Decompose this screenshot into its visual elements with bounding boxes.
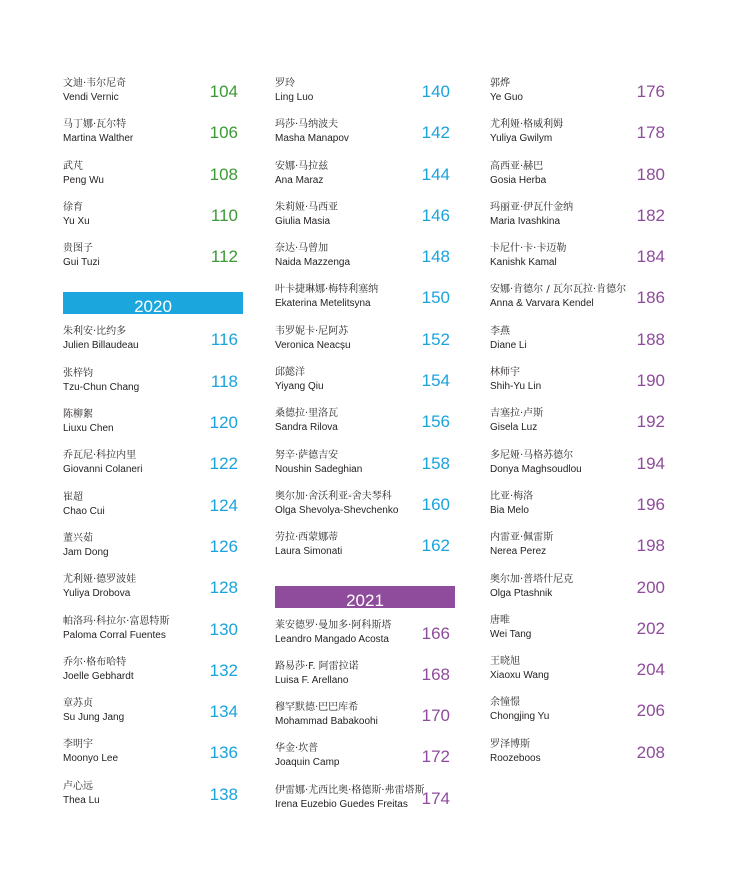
entry-page-number: 132: [209, 660, 238, 680]
index-entry: [63, 657, 243, 698]
entry-chinese-name: 李明宇: [63, 739, 93, 751]
index-entry: [275, 326, 455, 367]
index-entry: [275, 284, 455, 325]
entry-page-number: 154: [421, 371, 450, 391]
entry-chinese-name: 徐育: [63, 201, 83, 213]
entry-english-name: Giovanni Colaneri: [63, 464, 143, 476]
entry-page-number: 124: [209, 495, 238, 515]
entry-page-number: 168: [421, 664, 450, 684]
index-entry: [490, 697, 670, 738]
entry-chinese-name: 安娜·肯德尔 / 瓦尔瓦拉·肯德尔: [490, 284, 627, 296]
entry-chinese-name: 内雷亚·佩雷斯: [490, 532, 554, 544]
index-entry: [490, 574, 670, 615]
entry-chinese-name: 伊雷娜·尤西比奥·格德斯·弗雷塔斯: [275, 784, 425, 796]
index-entry: [63, 533, 243, 574]
index-entry: [275, 202, 455, 243]
entry-page-number: 172: [421, 747, 450, 767]
entry-page-number: 190: [636, 371, 665, 391]
entry-chinese-name: 罗玲: [275, 78, 295, 89]
entry-page-number: 152: [421, 329, 450, 349]
entry-english-name: Donya Maghsoudlou: [490, 463, 582, 475]
entry-page-number: 176: [636, 82, 665, 101]
year-header: 2020: [63, 292, 243, 314]
entry-page-number: 180: [636, 164, 665, 184]
entry-page-number: 200: [636, 577, 665, 597]
entry-page-number: 126: [209, 536, 238, 556]
entry-chinese-name: 尤利娅·格威利姆: [490, 119, 564, 131]
index-entry: [63, 243, 243, 284]
entry-english-name: Anna & Varvara Kendel: [490, 298, 594, 310]
entry-page-number: 136: [209, 743, 238, 763]
index-entry: [490, 243, 670, 284]
index-entry: [490, 326, 670, 367]
entry-english-name: Thea Lu: [63, 794, 100, 806]
index-entry: [275, 785, 455, 826]
index-entry: [275, 661, 455, 702]
entry-english-name: Olga Ptashnik: [490, 587, 553, 599]
year-header: 2021: [275, 586, 455, 608]
entry-chinese-name: 奈达·马曾加: [275, 243, 329, 255]
entry-chinese-name: 玛丽亚·伊瓦什金纳: [490, 201, 574, 213]
entry-page-number: 166: [421, 623, 450, 643]
index-column-1: [63, 78, 243, 822]
index-entry: [275, 450, 455, 491]
entry-page-number: 128: [209, 578, 238, 598]
entry-chinese-name: 董兴茹: [63, 532, 93, 544]
index-entry: [63, 409, 243, 450]
entry-english-name: Moonyo Lee: [63, 753, 119, 765]
entry-english-name: Naida Mazzenga: [275, 257, 351, 269]
entry-chinese-name: 路易莎·F. 阿雷拉诺: [275, 660, 359, 672]
index-entry: [63, 326, 243, 367]
entry-page-number: 204: [636, 660, 665, 680]
entry-english-name: Gisela Luz: [490, 422, 538, 434]
entry-chinese-name: 劳拉·西蒙娜蒂: [275, 532, 339, 544]
entry-english-name: Vendi Vernic: [63, 92, 119, 103]
index-entry: [275, 243, 455, 284]
entry-page-number: 202: [636, 618, 665, 638]
entry-page-number: 142: [421, 123, 450, 143]
entry-english-name: Ana Maraz: [275, 174, 324, 186]
entry-english-name: Ye Guo: [490, 92, 523, 103]
entry-page-number: 162: [421, 536, 450, 556]
index-entry: [63, 161, 243, 202]
entry-english-name: Noushin Sadeghian: [275, 463, 363, 475]
entry-english-name: Martina Walther: [63, 133, 134, 145]
index-entry: [490, 78, 670, 119]
entry-page-number: 198: [636, 536, 665, 556]
index-entry: [63, 119, 243, 160]
entry-page-number: 138: [209, 784, 238, 804]
entry-english-name: Kanishk Kamal: [490, 257, 557, 269]
entry-chinese-name: 马丁娜·瓦尔特: [63, 119, 127, 131]
entry-page-number: 182: [636, 205, 665, 225]
entry-page-number: 118: [210, 371, 238, 391]
entry-page-number: 178: [636, 123, 665, 143]
entry-chinese-name: 乔尔·格布哈特: [63, 656, 127, 668]
entry-english-name: Yuliya Drobova: [63, 588, 131, 600]
index-entry: [63, 78, 243, 119]
entry-chinese-name: 贵图子: [63, 243, 93, 255]
index-entry: [275, 367, 455, 408]
entry-page-number: 196: [636, 494, 665, 514]
entry-chinese-name: 叶卡捷琳娜·梅特利塞纳: [275, 284, 379, 296]
index-entry: [63, 781, 243, 822]
entry-english-name: Liuxu Chen: [63, 423, 114, 435]
entry-page-number: 170: [421, 706, 450, 726]
index-entry: [275, 532, 455, 573]
entry-chinese-name: 吉塞拉·卢斯: [490, 408, 544, 420]
entry-page-number: 106: [209, 123, 238, 143]
entry-english-name: Masha Manapov: [275, 133, 349, 145]
entry-english-name: Shih-Yu Lin: [490, 381, 542, 393]
entry-english-name: Gosia Herba: [490, 174, 547, 186]
entry-page-number: 192: [636, 412, 665, 432]
entry-chinese-name: 多尼娅·马格苏德尔: [490, 449, 574, 461]
entry-chinese-name: 朱莉娅·马西亚: [275, 201, 339, 213]
entry-chinese-name: 李燕: [490, 325, 510, 337]
index-entry: [63, 202, 243, 243]
entry-page-number: 184: [636, 247, 665, 267]
entry-english-name: Luisa F. Arellano: [275, 674, 349, 686]
entry-english-name: Roozeboos: [490, 752, 541, 764]
entry-chinese-name: 武芃: [63, 160, 83, 172]
entry-english-name: Chao Cui: [63, 505, 105, 517]
entry-chinese-name: 张梓钧: [63, 367, 93, 379]
entry-english-name: Bia Melo: [490, 504, 529, 516]
index-entry: [490, 656, 670, 697]
entry-chinese-name: 安娜·马拉兹: [275, 160, 329, 172]
entry-chinese-name: 玛莎·马纳波夫: [275, 119, 339, 131]
entry-chinese-name: 文迪·韦尔尼奇: [63, 78, 127, 89]
entry-page-number: 122: [209, 454, 238, 474]
entry-english-name: Yiyang Qiu: [275, 381, 324, 393]
entry-english-name: Leandro Mangado Acosta: [275, 633, 389, 645]
entry-chinese-name: 帕洛玛·科拉尔·富恩特斯: [63, 615, 170, 627]
entry-page-number: 146: [421, 205, 450, 225]
index-entry: [490, 408, 670, 449]
entry-english-name: Yu Xu: [63, 215, 90, 227]
index-entry: [490, 161, 670, 202]
entry-page-number: 144: [421, 164, 450, 184]
entry-chinese-name: 郭烨: [490, 78, 510, 89]
entry-english-name: Chongjing Yu: [490, 711, 550, 723]
entry-chinese-name: 奥尔加·舍沃利亚-舍夫琴科: [275, 490, 392, 502]
entry-english-name: Olga Shevolya-Shevchenko: [275, 504, 399, 516]
entry-chinese-name: 穆罕默德·巴巴库希: [275, 702, 359, 714]
entry-chinese-name: 奥尔加·普塔什尼克: [490, 573, 574, 585]
entry-chinese-name: 韦罗妮卡·尼阿苏: [275, 325, 349, 337]
entry-chinese-name: 林师宇: [490, 367, 520, 379]
entry-english-name: Laura Simonati: [275, 546, 343, 558]
index-entry: [63, 450, 243, 491]
entry-english-name: Xiaoxu Wang: [490, 670, 550, 682]
entry-chinese-name: 比亚·梅洛: [490, 490, 534, 502]
entry-english-name: Irena Euzebio Guedes Freitas: [275, 798, 408, 810]
entry-english-name: Ekaterina Metelitsyna: [275, 298, 371, 310]
entry-page-number: 186: [636, 288, 665, 308]
entry-english-name: Tzu-Chun Chang: [63, 381, 140, 393]
index-entry: [63, 616, 243, 657]
entry-chinese-name: 努辛·萨德吉安: [275, 449, 339, 461]
entry-page-number: 120: [209, 413, 238, 433]
entry-chinese-name: 陈柳絮: [63, 409, 93, 421]
entry-english-name: Su Jung Jang: [63, 712, 125, 724]
entry-page-number: 208: [636, 742, 665, 762]
entry-chinese-name: 罗泽博斯: [490, 738, 530, 750]
index-entry: [275, 119, 455, 160]
index-entry: [275, 743, 455, 784]
entry-chinese-name: 乔瓦尼·科拉内里: [63, 450, 137, 462]
entry-chinese-name: 唐唯: [490, 614, 510, 626]
entry-chinese-name: 卢心远: [63, 780, 93, 792]
entry-english-name: Sandra Rilova: [275, 422, 338, 434]
entry-chinese-name: 高西亚·赫巴: [490, 160, 544, 172]
entry-page-number: 188: [636, 329, 665, 349]
entry-english-name: Wei Tang: [490, 628, 532, 640]
entry-english-name: Nerea Perez: [490, 546, 547, 558]
entry-page-number: 206: [636, 701, 665, 721]
entry-page-number: 112: [210, 247, 238, 267]
index-entry: [490, 615, 670, 656]
entry-page-number: 156: [421, 412, 450, 432]
index-entry: [490, 119, 670, 160]
index-entry: [490, 491, 670, 532]
entry-english-name: Joaquin Camp: [275, 757, 340, 769]
index-entry: [490, 450, 670, 491]
index-entry: [63, 368, 243, 409]
entry-english-name: Maria Ivashkina: [490, 215, 561, 227]
index-entry: [63, 492, 243, 533]
entry-page-number: 174: [421, 788, 450, 808]
index-entry: [275, 491, 455, 532]
entry-english-name: Giulia Masia: [275, 215, 331, 227]
entry-english-name: Veronica Neacșu: [275, 339, 351, 351]
index-entry: [490, 367, 670, 408]
entry-chinese-name: 莱安德罗·曼加多·阿科斯塔: [275, 619, 392, 631]
entry-page-number: 130: [209, 619, 238, 639]
entry-page-number: 148: [421, 247, 450, 267]
entry-english-name: Julien Billaudeau: [63, 340, 139, 352]
index-column-2: [275, 78, 455, 826]
index-entry: [490, 202, 670, 243]
entry-chinese-name: 崔超: [63, 491, 83, 503]
index-entry: [490, 532, 670, 573]
entry-english-name: Mohammad Babakoohi: [275, 716, 378, 728]
entry-english-name: Jam Dong: [63, 546, 109, 558]
index-entry: [490, 284, 670, 325]
index-entry: [63, 574, 243, 615]
entry-english-name: Paloma Corral Fuentes: [63, 629, 166, 641]
entry-page-number: 110: [210, 205, 238, 225]
entry-page-number: 104: [209, 82, 238, 101]
index-entry: [63, 698, 243, 739]
entry-page-number: 134: [209, 702, 238, 722]
entry-english-name: Peng Wu: [63, 174, 104, 186]
entry-page-number: 194: [636, 453, 665, 473]
entry-page-number: 160: [421, 494, 450, 514]
entry-page-number: 108: [209, 164, 238, 184]
entry-english-name: Yuliya Gwilym: [490, 133, 553, 145]
index-entry: [275, 408, 455, 449]
entry-chinese-name: 章苏贞: [63, 698, 93, 710]
index-entry: [490, 739, 670, 780]
entry-chinese-name: 王晓旭: [490, 656, 520, 668]
entry-english-name: Ling Luo: [275, 92, 314, 103]
index-entry: [275, 78, 455, 119]
entry-page-number: 150: [421, 288, 450, 308]
entry-page-number: 116: [210, 330, 238, 350]
index-column-3: [490, 78, 670, 780]
entry-chinese-name: 桑德拉·里洛瓦: [275, 408, 339, 420]
entry-english-name: Joelle Gebhardt: [63, 670, 134, 682]
entry-chinese-name: 尤利娅·德罗波娃: [63, 574, 137, 586]
entry-page-number: 158: [421, 453, 450, 473]
entry-english-name: Gui Tuzi: [63, 257, 100, 269]
entry-page-number: 140: [421, 82, 450, 101]
index-entry: [275, 702, 455, 743]
index-entry: [275, 620, 455, 661]
entry-chinese-name: 朱利安·比约多: [63, 326, 127, 338]
index-entry: [63, 739, 243, 780]
entry-chinese-name: 华金·坎普: [275, 743, 319, 755]
index-entry: [275, 161, 455, 202]
entry-chinese-name: 余憧憬: [490, 697, 520, 709]
entry-chinese-name: 邱懿洋: [275, 367, 305, 379]
entry-chinese-name: 卡尼什·卡·卡迈勒: [490, 243, 567, 255]
entry-english-name: Diane Li: [490, 339, 527, 351]
